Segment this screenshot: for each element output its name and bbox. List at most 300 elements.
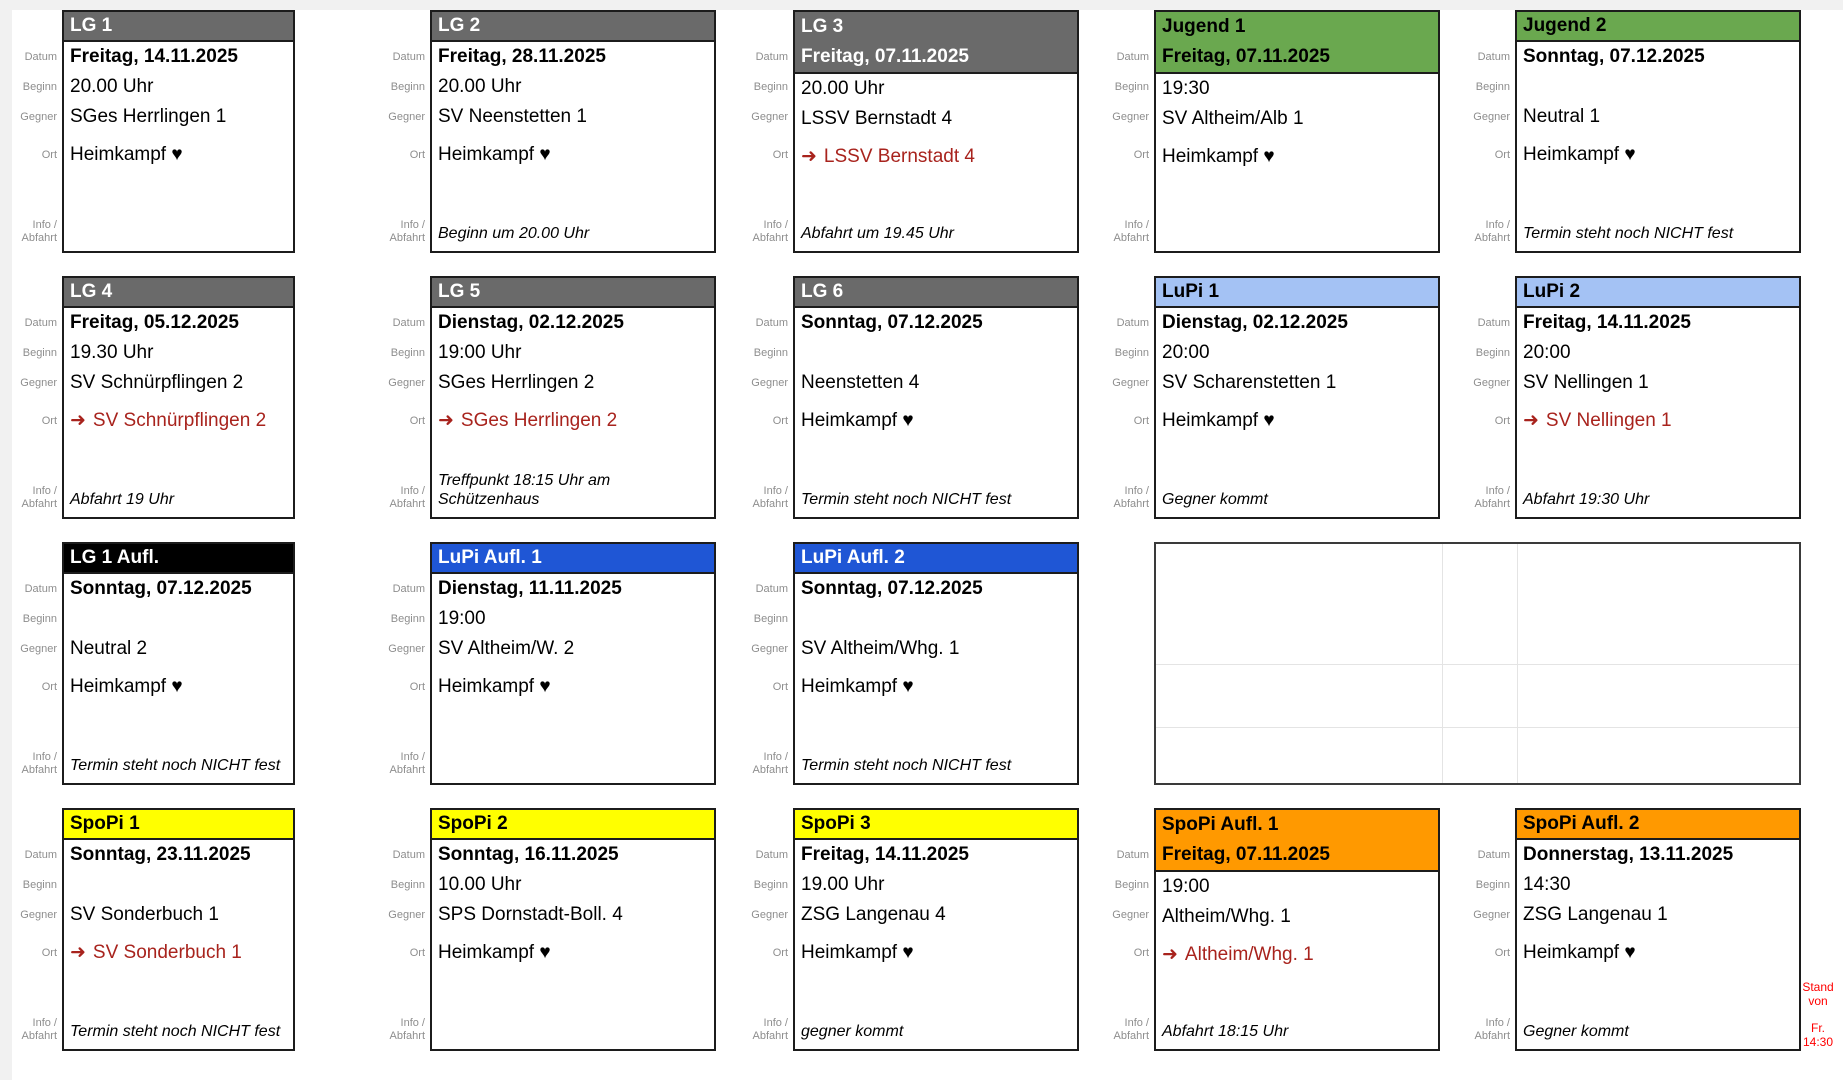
- match-time: 14:30: [1523, 874, 1571, 895]
- row-label-datum: Datum: [1116, 317, 1149, 329]
- stand-note-line: 14:30: [1802, 1035, 1834, 1049]
- row-label-ort: Ort: [409, 681, 425, 693]
- row-label-gutter: [1092, 808, 1154, 1051]
- row-label-beginn: Beginn: [1114, 347, 1149, 359]
- row-label-info-line2: Abfahrt: [21, 232, 57, 244]
- match-time: [795, 604, 1077, 634]
- match-location-text: Heimkampf ♥: [70, 676, 183, 697]
- match-opponent: SV Neenstetten 1: [438, 106, 587, 127]
- team-name: LuPi Aufl. 2: [801, 547, 905, 568]
- match-opponent: ZSG Langenau 1: [1523, 904, 1668, 925]
- row-label-gegner: Gegner: [1112, 909, 1149, 921]
- team-name: SpoPi Aufl. 1: [1162, 814, 1279, 835]
- match-location: [432, 672, 714, 702]
- match-location: [1156, 406, 1438, 436]
- row-label-datum: Datum: [392, 583, 425, 595]
- card-header: [1156, 278, 1438, 308]
- row-label-beginn: Beginn: [753, 81, 788, 93]
- row-label-ort: Ort: [41, 415, 57, 427]
- match-time: 20:00: [1523, 342, 1571, 363]
- match-location-text: Heimkampf ♥: [801, 676, 914, 697]
- card-header: [64, 12, 293, 42]
- match-location: [64, 672, 293, 702]
- match-time: 19.00 Uhr: [801, 874, 885, 895]
- row-label-beginn: Beginn: [1475, 347, 1510, 359]
- card-header: [795, 12, 1077, 42]
- row-label-info: [1475, 219, 1510, 245]
- match-opponent: SV Scharenstetten 1: [1162, 372, 1337, 393]
- row-label-info: [22, 219, 57, 245]
- match-info: Termin steht noch NICHT fest: [70, 757, 281, 774]
- match-card-group: [731, 10, 1079, 253]
- row-label-gegner: Gegner: [20, 111, 57, 123]
- row-label-info-line1: Info /: [32, 219, 57, 231]
- row-label-info-line2: Abfahrt: [21, 764, 57, 776]
- row-label-info: [1114, 219, 1149, 245]
- match-date: Sonntag, 16.11.2025: [438, 844, 619, 865]
- team-name: SpoPi 3: [801, 813, 871, 834]
- team-name: LG 2: [438, 15, 481, 36]
- row-label-ort: Ort: [772, 149, 788, 161]
- row-label-info-line1: Info /: [1485, 1017, 1510, 1029]
- row-label-info-line1: Info /: [763, 751, 788, 763]
- match-card: [430, 542, 716, 785]
- match-card: [1515, 10, 1801, 253]
- row-label-ort: Ort: [772, 947, 788, 959]
- match-location-text: Heimkampf ♥: [438, 676, 551, 697]
- row-label-info-line1: Info /: [400, 1017, 425, 1029]
- match-opponent: Neutral 2: [70, 638, 148, 659]
- card-header: [64, 278, 293, 308]
- row-label-ort: Ort: [1494, 415, 1510, 427]
- match-info: Termin steht noch NICHT fest: [801, 491, 1012, 508]
- match-opponent: SV Altheim/Whg. 1: [801, 638, 960, 659]
- row-label-info: [1475, 1017, 1510, 1043]
- team-name: SpoPi 2: [438, 813, 508, 834]
- match-location-text: Heimkampf ♥: [1523, 942, 1636, 963]
- row-label-datum: Datum: [1116, 849, 1149, 861]
- match-date: Dienstag, 02.12.2025: [438, 312, 624, 333]
- row-label-ort: Ort: [772, 681, 788, 693]
- match-info: gegner kommt: [801, 1023, 904, 1040]
- row-label-info: [390, 219, 425, 245]
- row-label-datum: Datum: [755, 849, 788, 861]
- match-location: [1156, 940, 1438, 970]
- card-header: [1156, 810, 1438, 840]
- row-label-info-line1: Info /: [1124, 1017, 1149, 1029]
- gridline: [1156, 727, 1799, 728]
- match-info: Termin steht noch NICHT fest: [801, 757, 1012, 774]
- match-time: 20:00: [1162, 342, 1210, 363]
- match-card-group: [368, 10, 716, 253]
- row-label-ort: Ort: [1494, 149, 1510, 161]
- row-label-gegner: Gegner: [751, 111, 788, 123]
- row-label-gutter: [731, 10, 793, 253]
- row-label-ort: Ort: [1133, 415, 1149, 427]
- match-info: Termin steht noch NICHT fest: [1523, 225, 1734, 242]
- match-opponent: SV Nellingen 1: [1523, 372, 1649, 393]
- row-label-info-line2: Abfahrt: [389, 1030, 425, 1042]
- match-info: Abfahrt 19 Uhr: [70, 491, 175, 508]
- match-card: [62, 10, 295, 253]
- match-card: [793, 542, 1079, 785]
- match-date: Freitag, 07.11.2025: [1156, 42, 1438, 74]
- match-time: [1517, 72, 1799, 102]
- card-header: [795, 278, 1077, 308]
- row-label-datum: Datum: [24, 849, 57, 861]
- row-label-beginn: Beginn: [22, 81, 57, 93]
- match-info: Gegner kommt: [1523, 1023, 1629, 1040]
- row-label-gutter: [1092, 10, 1154, 253]
- row-label-info-line2: Abfahrt: [1474, 1030, 1510, 1042]
- row-label-datum: Datum: [392, 51, 425, 63]
- match-card-group: [0, 276, 295, 519]
- match-time: [64, 604, 293, 634]
- team-name: LG 1 Aufl.: [70, 547, 160, 568]
- row-label-beginn: Beginn: [390, 81, 425, 93]
- card-header: [1517, 278, 1799, 308]
- match-opponent: SV Altheim/W. 2: [438, 638, 575, 659]
- match-time: 10.00 Uhr: [438, 874, 522, 895]
- row-label-info-line2: Abfahrt: [21, 498, 57, 510]
- row-label-gegner: Gegner: [751, 643, 788, 655]
- row-label-beginn: Beginn: [390, 347, 425, 359]
- row-label-gutter: [1453, 10, 1515, 253]
- match-card-group: [1092, 808, 1440, 1051]
- match-date: Sonntag, 07.12.2025: [70, 578, 252, 599]
- row-label-gegner: Gegner: [388, 111, 425, 123]
- stand-note-line: Fr.: [1811, 1021, 1825, 1035]
- match-time: [64, 870, 293, 900]
- team-name: LG 4: [70, 281, 113, 302]
- match-date: Freitag, 14.11.2025: [70, 46, 238, 67]
- row-label-gegner: Gegner: [1473, 377, 1510, 389]
- row-label-ort: Ort: [409, 947, 425, 959]
- row-label-info: [1475, 485, 1510, 511]
- match-opponent: SV Schnürpflingen 2: [70, 372, 244, 393]
- match-location: [1517, 938, 1799, 968]
- match-time: 19:00 Uhr: [438, 342, 522, 363]
- match-card: [793, 808, 1079, 1051]
- row-label-gutter: [731, 808, 793, 1051]
- match-time: 20.00 Uhr: [70, 76, 154, 97]
- match-location: [1517, 406, 1799, 436]
- match-location-text: Heimkampf ♥: [438, 144, 551, 165]
- row-label-ort: Ort: [1133, 149, 1149, 161]
- row-label-info-line1: Info /: [400, 485, 425, 497]
- match-location-text: Heimkampf ♥: [801, 942, 914, 963]
- team-name: LG 1: [70, 15, 113, 36]
- match-date: Freitag, 14.11.2025: [1523, 312, 1691, 333]
- away-arrow-icon: ➜: [801, 146, 817, 167]
- card-header: [432, 12, 714, 42]
- row-label-info: [390, 751, 425, 777]
- match-card-group: [731, 276, 1079, 519]
- match-date: Sonntag, 07.12.2025: [801, 312, 983, 333]
- match-date: Freitag, 07.11.2025: [1156, 840, 1438, 872]
- row-label-ort: Ort: [41, 947, 57, 959]
- row-label-info-line1: Info /: [400, 751, 425, 763]
- row-label-ort: Ort: [409, 149, 425, 161]
- match-location-text: Heimkampf ♥: [1162, 146, 1275, 167]
- team-name: LuPi Aufl. 1: [438, 547, 542, 568]
- row-label-gegner: Gegner: [20, 909, 57, 921]
- row-label-gegner: Gegner: [20, 377, 57, 389]
- match-opponent: SV Altheim/Alb 1: [1162, 108, 1304, 129]
- row-label-info-line1: Info /: [400, 219, 425, 231]
- row-label-gegner: Gegner: [388, 643, 425, 655]
- match-opponent: SGes Herrlingen 1: [70, 106, 227, 127]
- match-date: Freitag, 07.11.2025: [795, 42, 1077, 74]
- match-date: Sonntag, 07.12.2025: [801, 578, 983, 599]
- row-label-gegner: Gegner: [1112, 377, 1149, 389]
- row-label-info: [753, 1017, 788, 1043]
- card-header: [432, 810, 714, 840]
- row-label-datum: Datum: [755, 317, 788, 329]
- match-opponent: Neenstetten 4: [801, 372, 920, 393]
- match-opponent: Altheim/Whg. 1: [1162, 906, 1291, 927]
- away-arrow-icon: ➜: [70, 942, 86, 963]
- row-label-ort: Ort: [41, 681, 57, 693]
- row-label-beginn: Beginn: [1114, 81, 1149, 93]
- row-label-beginn: Beginn: [1475, 879, 1510, 891]
- row-label-datum: Datum: [392, 849, 425, 861]
- match-opponent: SV Sonderbuch 1: [70, 904, 219, 925]
- match-card: [1154, 276, 1440, 519]
- row-label-info-line1: Info /: [763, 219, 788, 231]
- row-label-ort: Ort: [1494, 947, 1510, 959]
- match-location: [64, 140, 293, 170]
- row-label-gegner: Gegner: [20, 643, 57, 655]
- row-label-info-line1: Info /: [1485, 485, 1510, 497]
- match-card-group: [0, 10, 295, 253]
- match-location: [432, 406, 714, 436]
- match-card-group: [1453, 276, 1801, 519]
- match-location-text: SV Nellingen 1: [1545, 410, 1672, 431]
- row-label-gutter: [0, 808, 62, 1051]
- match-time: 19:30: [1162, 78, 1210, 99]
- match-date: Freitag, 05.12.2025: [70, 312, 239, 333]
- match-location-text: Heimkampf ♥: [438, 942, 551, 963]
- stand-note: [1794, 980, 1842, 1049]
- match-card: [793, 10, 1079, 253]
- match-time: 20.00 Uhr: [801, 78, 885, 99]
- match-location: [795, 672, 1077, 702]
- row-label-gutter: [368, 10, 430, 253]
- row-label-beginn: Beginn: [22, 879, 57, 891]
- row-label-gegner: Gegner: [1112, 111, 1149, 123]
- row-label-beginn: Beginn: [753, 879, 788, 891]
- row-label-gutter: [0, 276, 62, 519]
- row-label-info-line2: Abfahrt: [752, 764, 788, 776]
- match-opponent: SGes Herrlingen 2: [438, 372, 595, 393]
- row-label-ort: Ort: [1133, 947, 1149, 959]
- match-info: Gegner kommt: [1162, 491, 1268, 508]
- row-label-info-line1: Info /: [1485, 219, 1510, 231]
- match-card-group: [1092, 276, 1440, 519]
- row-label-beginn: Beginn: [390, 879, 425, 891]
- row-label-info: [753, 485, 788, 511]
- row-label-info: [1114, 1017, 1149, 1043]
- match-date: Sonntag, 07.12.2025: [1523, 46, 1705, 67]
- match-location: [1517, 140, 1799, 170]
- match-card: [1515, 808, 1801, 1051]
- row-label-info-line1: Info /: [763, 485, 788, 497]
- row-label-datum: Datum: [24, 51, 57, 63]
- match-card-group: [368, 276, 716, 519]
- row-label-gegner: Gegner: [1473, 111, 1510, 123]
- match-card-group: [731, 542, 1079, 785]
- row-label-datum: Datum: [392, 317, 425, 329]
- row-label-datum: Datum: [1477, 51, 1510, 63]
- match-location: [1156, 142, 1438, 172]
- row-label-info-line2: Abfahrt: [752, 232, 788, 244]
- row-label-gutter: [731, 542, 793, 785]
- match-location-text: SV Sonderbuch 1: [92, 942, 242, 963]
- card-header: [1517, 12, 1799, 42]
- match-card-group: [1092, 10, 1440, 253]
- row-label-info-line2: Abfahrt: [1474, 498, 1510, 510]
- row-label-info-line1: Info /: [32, 751, 57, 763]
- match-location-text: Heimkampf ♥: [1523, 144, 1636, 165]
- match-time: 19.30 Uhr: [70, 342, 154, 363]
- row-label-info: [390, 1017, 425, 1043]
- row-label-gutter: [1092, 276, 1154, 519]
- match-card: [430, 808, 716, 1051]
- team-name: LG 3: [801, 16, 844, 37]
- row-label-gutter: [368, 808, 430, 1051]
- match-card-group: [0, 542, 295, 785]
- match-card-group: [0, 808, 295, 1051]
- row-label-info-line2: Abfahrt: [1113, 232, 1149, 244]
- row-label-beginn: Beginn: [1114, 879, 1149, 891]
- row-label-gutter: [368, 276, 430, 519]
- row-label-gutter: [1453, 808, 1515, 1051]
- match-card-group: [1453, 10, 1801, 253]
- team-name: LuPi 2: [1523, 281, 1581, 302]
- match-card: [1515, 276, 1801, 519]
- match-info: Abfahrt 19:30 Uhr: [1523, 491, 1650, 508]
- match-info: Treffpunkt 18:15 Uhr am Schützenhaus: [438, 472, 611, 508]
- row-label-info: [22, 751, 57, 777]
- card-header: [1517, 810, 1799, 840]
- card-header: [64, 544, 293, 574]
- match-location: [432, 140, 714, 170]
- card-header: [432, 278, 714, 308]
- team-name: LG 5: [438, 281, 481, 302]
- match-location: [795, 406, 1077, 436]
- match-opponent: LSSV Bernstadt 4: [801, 108, 953, 129]
- row-label-info-line2: Abfahrt: [389, 232, 425, 244]
- team-name: Jugend 2: [1523, 15, 1607, 36]
- match-location: [795, 142, 1077, 172]
- row-label-datum: Datum: [1116, 51, 1149, 63]
- match-info: Beginn um 20.00 Uhr: [438, 225, 590, 242]
- match-date: Donnerstag, 13.11.2025: [1523, 844, 1734, 865]
- row-label-datum: Datum: [1477, 317, 1510, 329]
- row-label-info-line2: Abfahrt: [1113, 498, 1149, 510]
- match-card: [62, 542, 295, 785]
- away-arrow-icon: ➜: [1523, 410, 1539, 431]
- row-label-info-line2: Abfahrt: [1113, 1030, 1149, 1042]
- match-card-group: [368, 542, 716, 785]
- row-label-gutter: [0, 10, 62, 253]
- row-label-info: [390, 485, 425, 511]
- match-card: [62, 276, 295, 519]
- card-header: [795, 810, 1077, 840]
- row-label-info-line1: Info /: [32, 1017, 57, 1029]
- row-label-beginn: Beginn: [753, 347, 788, 359]
- match-location-text: SV Schnürpflingen 2: [92, 410, 267, 431]
- row-label-gegner: Gegner: [751, 909, 788, 921]
- match-location: [432, 938, 714, 968]
- row-label-beginn: Beginn: [22, 613, 57, 625]
- card-header: [1156, 12, 1438, 42]
- card-header: [64, 810, 293, 840]
- row-label-datum: Datum: [755, 51, 788, 63]
- match-card: [793, 276, 1079, 519]
- row-label-info-line1: Info /: [32, 485, 57, 497]
- row-label-datum: Datum: [1477, 849, 1510, 861]
- match-date: Dienstag, 11.11.2025: [438, 578, 622, 599]
- match-location-text: Heimkampf ♥: [70, 144, 183, 165]
- away-arrow-icon: ➜: [438, 410, 454, 431]
- match-time: 20.00 Uhr: [438, 76, 522, 97]
- match-time: 19:00: [1162, 876, 1210, 897]
- row-label-gegner: Gegner: [388, 377, 425, 389]
- match-location: [64, 938, 293, 968]
- row-label-info-line2: Abfahrt: [752, 1030, 788, 1042]
- row-label-gutter: [0, 542, 62, 785]
- row-label-ort: Ort: [409, 415, 425, 427]
- match-date: Dienstag, 02.12.2025: [1162, 312, 1348, 333]
- match-info: Abfahrt um 19.45 Uhr: [801, 225, 954, 242]
- card-header: [795, 544, 1077, 574]
- match-location: [64, 406, 293, 436]
- row-label-datum: Datum: [755, 583, 788, 595]
- row-label-beginn: Beginn: [390, 613, 425, 625]
- match-card: [1154, 10, 1440, 253]
- row-label-gegner: Gegner: [751, 377, 788, 389]
- match-info: Abfahrt 18:15 Uhr: [1162, 1023, 1289, 1040]
- match-time: [795, 338, 1077, 368]
- empty-card-slot: [1154, 542, 1801, 785]
- away-arrow-icon: ➜: [1162, 944, 1178, 965]
- gridline: [1156, 664, 1799, 665]
- row-label-info-line1: Info /: [763, 1017, 788, 1029]
- row-label-gegner: Gegner: [388, 909, 425, 921]
- team-name: Jugend 1: [1162, 16, 1246, 37]
- stand-note-gap: [1794, 1008, 1842, 1021]
- match-card: [1154, 808, 1440, 1051]
- row-label-info-line2: Abfahrt: [21, 1030, 57, 1042]
- row-label-datum: Datum: [24, 583, 57, 595]
- stand-note-line: Stand von: [1802, 980, 1834, 1008]
- match-card: [62, 808, 295, 1051]
- match-card-group: [1453, 808, 1801, 1051]
- row-label-info: [753, 751, 788, 777]
- match-card-group: [368, 808, 716, 1051]
- match-location-text: SGes Herrlingen 2: [460, 410, 618, 431]
- row-label-gegner: Gegner: [1473, 909, 1510, 921]
- match-date: Freitag, 28.11.2025: [438, 46, 606, 67]
- team-name: LuPi 1: [1162, 281, 1220, 302]
- match-date: Freitag, 14.11.2025: [801, 844, 969, 865]
- away-arrow-icon: ➜: [70, 410, 86, 431]
- row-label-datum: Datum: [24, 317, 57, 329]
- match-card-group: [731, 808, 1079, 1051]
- match-date: Sonntag, 23.11.2025: [70, 844, 251, 865]
